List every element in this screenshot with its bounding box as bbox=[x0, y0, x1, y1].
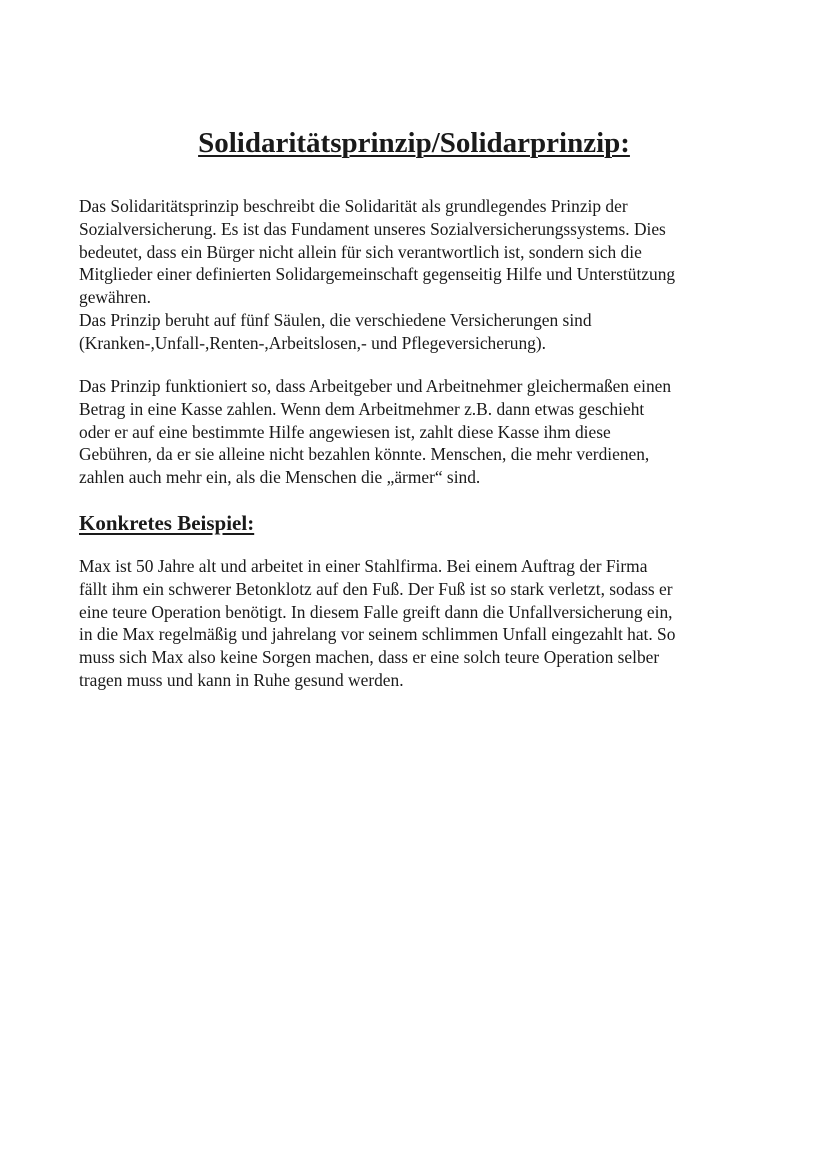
text-line: eine teure Operation benötigt. In diesem Falle greift dann die Unfallversicherung ein, bbox=[79, 601, 673, 622]
text-line: gewähren. bbox=[79, 287, 151, 308]
text-line: fällt ihm ein schwerer Betonklotz auf den Fuß. Der Fuß ist so stark verletzt, sodass er bbox=[79, 578, 673, 599]
intro-paragraph bbox=[79, 195, 759, 355]
text-line: bedeutet, dass ein Bürger nicht allein für sich verantwortlich ist, sondern sich die bbox=[79, 241, 642, 262]
text-line: muss sich Max also keine Sorgen machen, dass er eine solch teure Operation selber bbox=[79, 647, 660, 668]
page-title: Solidaritätsprinzip/Solidarprinzip: bbox=[198, 127, 630, 159]
text-line: Max ist 50 Jahre alt und arbeitet in einer Stahlfirma. Bei einem Auftrag der Firma bbox=[79, 556, 648, 576]
text-line: Mitglieder einer definierten Solidargemeinschaft gegenseitig Hilfe und Unterstützung bbox=[79, 264, 676, 285]
example-heading: Konkretes Beispiel: bbox=[79, 511, 255, 535]
text-line: Betrag in eine Kasse zahlen. Wenn dem Arbeitmehmer z.B. dann etwas geschieht bbox=[79, 398, 645, 419]
text-line: (Kranken-,Unfall-,Renten-,Arbeitslosen,- und Pflegeversicherung). bbox=[79, 332, 546, 353]
text-line: in die Max regelmäßig und jahrelang vor seinem schlimmen Unfall eingezahlt hat. So bbox=[79, 624, 676, 645]
text-line: Das Prinzip funktioniert so, dass Arbeitgeber und Arbeitnehmer gleichermaßen einen bbox=[79, 376, 672, 396]
text-line: zahlen auch mehr ein, als die Menschen die „ärmer“ sind. bbox=[79, 467, 481, 488]
text-line: Das Solidaritätsprinzip beschreibt die Solidarität als grundlegendes Prinzip der bbox=[79, 196, 628, 216]
text-line: Gebühren, da er sie alleine nicht bezahlen könnte. Menschen, die mehr verdienen, bbox=[79, 444, 650, 465]
function-paragraph bbox=[79, 375, 759, 489]
text-line: Sozialversicherung. Es ist das Fundament unseres Sozialversicherungssystems. Dies bbox=[79, 218, 666, 239]
text-line: oder er auf eine bestimmte Hilfe angewiesen ist, zahlt diese Kasse ihm diese bbox=[79, 421, 611, 442]
text-line: Das Prinzip beruht auf fünf Säulen, die verschiedene Versicherungen sind bbox=[79, 309, 592, 330]
text-line: tragen muss und kann in Ruhe gesund werden. bbox=[79, 669, 404, 690]
example-paragraph bbox=[79, 555, 759, 692]
